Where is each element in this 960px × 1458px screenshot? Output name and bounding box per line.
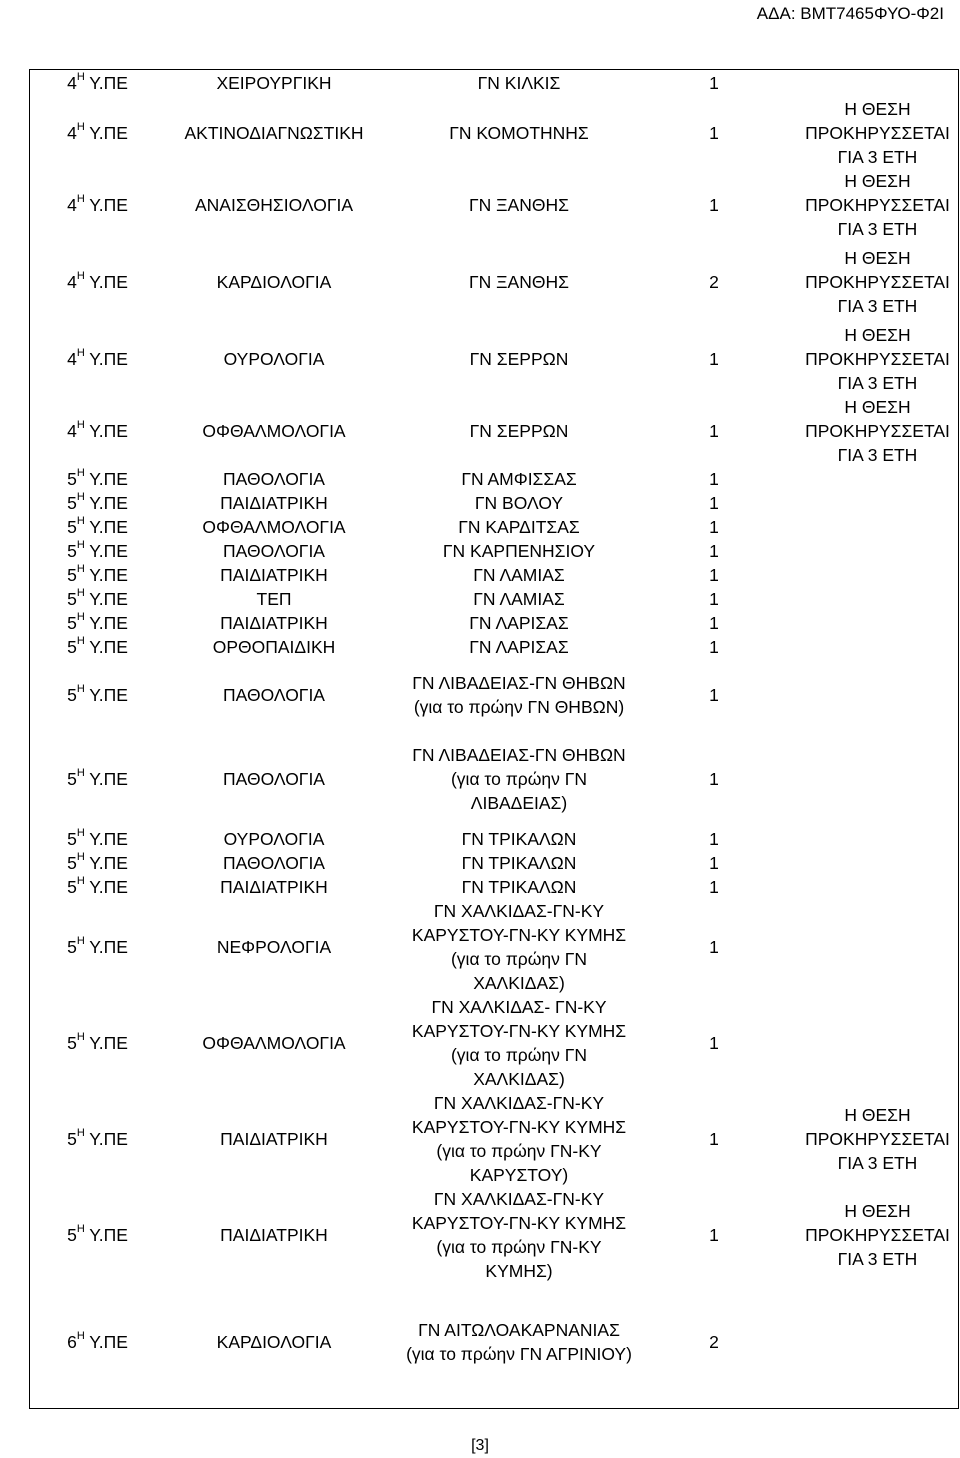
region-label: Υ.ΠΕ <box>84 637 128 657</box>
table-row <box>29 587 960 611</box>
positions-count-cell: 1 <box>709 565 719 585</box>
hospital-cell: ΓΝ ΣΕΡΡΩΝ <box>469 421 569 441</box>
region-label: Υ.ΠΕ <box>84 421 128 441</box>
specialty-cell: ΟΦΘΑΛΜΟΛΟΓΙΑ <box>202 421 346 441</box>
table-row <box>29 827 960 851</box>
region-cell <box>29 491 144 515</box>
note-cell: Η ΘΕΣΗ ΠΡΟΚΗΡΥΣΣΕΤΑΙ ΓΙΑ 3 ΕΤΗ <box>805 397 950 465</box>
hospital-cell: ΓΝ ΞΑΝΘΗΣ <box>469 272 569 292</box>
region-label: Υ.ΠΕ <box>84 493 128 513</box>
region-cell <box>29 1283 144 1401</box>
region-ordinal-suffix: Η <box>76 683 85 696</box>
region-label: Υ.ΠΕ <box>84 195 128 215</box>
positions-count-cell: 1 <box>709 937 719 957</box>
specialty-cell: ΟΥΡΟΛΟΓΙΑ <box>223 349 325 369</box>
table-row <box>29 515 960 539</box>
region-label: Υ.ΠΕ <box>84 272 128 292</box>
region-number: 5 <box>67 937 77 957</box>
note-cell <box>794 539 960 563</box>
note-cell <box>794 515 960 539</box>
hospital-cell: ΓΝ ΤΡΙΚΑΛΩΝ <box>461 877 577 897</box>
region-label: Υ.ΠΕ <box>84 685 128 705</box>
region-ordinal-suffix: Η <box>76 491 85 504</box>
specialty-cell: ΑΚΤΙΝΟΔΙΑΓΝΩΣΤΙΚΗ <box>184 123 364 143</box>
hospital-cell: ΓΝ ΑΜΦΙΣΣΑΣ <box>461 469 577 489</box>
table-row <box>29 635 960 659</box>
hospital-cell: ΓΝ ΒΟΛΟΥ <box>474 493 564 513</box>
region-ordinal-suffix: Η <box>76 851 85 864</box>
note-cell: Η ΘΕΣΗ ΠΡΟΚΗΡΥΣΣΕΤΑΙ ΓΙΑ 3 ΕΤΗ <box>805 248 950 316</box>
region-ordinal-suffix: Η <box>76 121 85 134</box>
region-ordinal-suffix: Η <box>76 1330 85 1343</box>
region-number: 5 <box>67 1033 77 1053</box>
specialty-cell: ΚΑΡΔΙΟΛΟΓΙΑ <box>216 1332 332 1352</box>
region-ordinal-suffix: Η <box>76 563 85 576</box>
table-row <box>29 539 960 563</box>
hospital-cell: ΓΝ ΚΑΡΔΙΤΣΑΣ <box>458 517 580 537</box>
region-number: 4 <box>67 272 77 292</box>
specialty-cell: ΧΕΙΡΟΥΡΓΙΚΗ <box>216 73 332 93</box>
hospital-cell: ΓΝ ΤΡΙΚΑΛΩΝ <box>461 853 577 873</box>
positions-count-cell: 1 <box>709 769 719 789</box>
specialty-cell: ΠΑΘΟΛΟΓΙΑ <box>223 469 325 489</box>
region-cell <box>29 731 144 827</box>
hospital-cell: ΓΝ ΛΑΜΙΑΣ <box>473 565 565 585</box>
region-cell <box>29 69 144 97</box>
table-row <box>29 611 960 635</box>
region-number: 4 <box>67 73 77 93</box>
region-cell <box>29 395 144 467</box>
table-row <box>29 899 960 995</box>
hospital-cell: ΓΝ ΧΑΛΚΙΔΑΣ-ΓΝ-ΚΥ ΚΑΡΥΣΤΟΥ-ΓΝ-ΚΥ ΚΥΜΗΣ (για το πρώην ΓΝ ΧΑΛΚΙΔΑΣ) <box>411 901 627 993</box>
note-cell: Η ΘΕΣΗ ΠΡΟΚΗΡΥΣΣΕΤΑΙ ΓΙΑ 3 ΕΤΗ <box>805 1201 950 1269</box>
region-label: Υ.ΠΕ <box>84 937 128 957</box>
region-cell <box>29 1091 144 1187</box>
region-label: Υ.ΠΕ <box>84 1033 128 1053</box>
table-row <box>29 169 960 241</box>
note-cell: Η ΘΕΣΗ ΠΡΟΚΗΡΥΣΣΕΤΑΙ ΓΙΑ 3 ΕΤΗ <box>805 171 950 239</box>
positions-count-cell: 1 <box>709 123 719 143</box>
specialty-cell: ΠΑΘΟΛΟΓΙΑ <box>223 769 325 789</box>
specialty-cell: ΚΑΡΔΙΟΛΟΓΙΑ <box>216 272 332 292</box>
note-cell <box>794 731 960 827</box>
region-label: Υ.ΠΕ <box>84 1129 128 1149</box>
table-row <box>29 659 960 731</box>
specialty-cell: ΝΕΦΡΟΛΟΓΙΑ <box>216 937 332 957</box>
positions-count-cell: 1 <box>709 829 719 849</box>
table-row <box>29 241 960 323</box>
table-row <box>29 1283 960 1401</box>
table-row <box>29 395 960 467</box>
region-number: 5 <box>67 877 77 897</box>
region-cell <box>29 563 144 587</box>
region-number: 5 <box>67 769 77 789</box>
specialty-cell: ΟΦΘΑΛΜΟΛΟΓΙΑ <box>202 1033 346 1053</box>
positions-count-cell: 1 <box>709 73 719 93</box>
table-row <box>29 323 960 395</box>
positions-count-cell: 1 <box>709 1129 719 1149</box>
table-row <box>29 875 960 899</box>
positions-count-cell: 1 <box>709 1225 719 1245</box>
specialty-cell: ΠΑΙΔΙΑΤΡΙΚΗ <box>220 1129 328 1149</box>
region-number: 5 <box>67 589 77 609</box>
region-label: Υ.ΠΕ <box>84 565 128 585</box>
region-number: 5 <box>67 565 77 585</box>
table-row <box>29 491 960 515</box>
specialty-cell: ΑΝΑΙΣΘΗΣΙΟΛΟΓΙΑ <box>195 195 353 215</box>
region-ordinal-suffix: Η <box>76 611 85 624</box>
note-cell <box>794 635 960 659</box>
region-ordinal-suffix: Η <box>76 1031 85 1044</box>
hospital-cell: ΓΝ ΛΑΡΙΣΑΣ <box>469 637 569 657</box>
region-number: 4 <box>67 349 77 369</box>
region-ordinal-suffix: Η <box>76 767 85 780</box>
specialty-cell: ΠΑΙΔΙΑΤΡΙΚΗ <box>220 877 328 897</box>
region-ordinal-suffix: Η <box>76 635 85 648</box>
region-label: Υ.ΠΕ <box>84 877 128 897</box>
region-number: 6 <box>67 1332 77 1352</box>
page-number: [3] <box>471 1437 489 1454</box>
region-ordinal-suffix: Η <box>76 587 85 600</box>
region-cell <box>29 659 144 731</box>
positions-count-cell: 1 <box>709 853 719 873</box>
hospital-cell: ΓΝ ΑΙΤΩΛΟΑΚΑΡΝΑΝΙΑΣ (για το πρώην ΓΝ ΑΓΡΙΝΙΟΥ) <box>406 1320 632 1364</box>
region-ordinal-suffix: Η <box>76 467 85 480</box>
specialty-cell: ΟΡΘΟΠΑΙΔΙΚΗ <box>212 637 336 657</box>
positions-count-cell: 2 <box>709 272 719 292</box>
table-row <box>29 995 960 1091</box>
region-ordinal-suffix: Η <box>76 193 85 206</box>
region-label: Υ.ΠΕ <box>84 613 128 633</box>
positions-count-cell: 1 <box>709 541 719 561</box>
hospital-cell: ΓΝ ΚΙΛΚΙΣ <box>477 73 561 93</box>
region-ordinal-suffix: Η <box>76 539 85 552</box>
specialty-cell: ΠΑΘΟΛΟΓΙΑ <box>223 853 325 873</box>
region-cell <box>29 611 144 635</box>
region-number: 4 <box>67 123 77 143</box>
hospital-cell: ΓΝ ΧΑΛΚΙΔΑΣ-ΓΝ-ΚΥ ΚΑΡΥΣΤΟΥ-ΓΝ-ΚΥ ΚΥΜΗΣ (για το πρώην ΓΝ-ΚΥ ΚΥΜΗΣ) <box>411 1189 627 1281</box>
region-ordinal-suffix: Η <box>76 71 85 84</box>
specialty-cell: ΟΦΘΑΛΜΟΛΟΓΙΑ <box>202 517 346 537</box>
note-cell <box>794 491 960 515</box>
region-cell <box>29 1187 144 1283</box>
note-cell <box>794 611 960 635</box>
note-cell <box>794 827 960 851</box>
hospital-cell: ΓΝ ΧΑΛΚΙΔΑΣ-ΓΝ-ΚΥ ΚΑΡΥΣΤΟΥ-ΓΝ-ΚΥ ΚΥΜΗΣ (για το πρώην ΓΝ-ΚΥ ΚΑΡΥΣΤΟΥ) <box>411 1093 627 1185</box>
region-ordinal-suffix: Η <box>76 515 85 528</box>
region-cell <box>29 169 144 241</box>
hospital-cell: ΓΝ ΚΑΡΠΕΝΗΣΙΟΥ <box>442 541 596 561</box>
positions-count-cell: 2 <box>709 1332 719 1352</box>
specialty-cell: ΠΑΘΟΛΟΓΙΑ <box>223 685 325 705</box>
region-cell <box>29 467 144 491</box>
region-cell <box>29 995 144 1091</box>
region-label: Υ.ΠΕ <box>84 73 128 93</box>
region-cell <box>29 635 144 659</box>
hospital-cell: ΓΝ ΚΟΜΟΤΗΝΗΣ <box>449 123 589 143</box>
region-number: 5 <box>67 637 77 657</box>
region-label: Υ.ΠΕ <box>84 1332 128 1352</box>
table-row <box>29 563 960 587</box>
table-row <box>29 467 960 491</box>
note-cell <box>794 587 960 611</box>
hospital-cell: ΓΝ ΧΑΛΚΙΔΑΣ- ΓΝ-ΚΥ ΚΑΡΥΣΤΟΥ-ΓΝ-ΚΥ ΚΥΜΗΣ (για το πρώην ΓΝ ΧΑΛΚΙΔΑΣ) <box>411 997 627 1089</box>
specialty-cell: ΤΕΠ <box>256 589 292 609</box>
region-number: 5 <box>67 853 77 873</box>
positions-table <box>29 69 960 1401</box>
positions-count-cell: 1 <box>709 195 719 215</box>
positions-count-cell: 1 <box>709 877 719 897</box>
table-row <box>29 97 960 169</box>
region-label: Υ.ΠΕ <box>84 1225 128 1245</box>
region-cell <box>29 97 144 169</box>
region-label: Υ.ΠΕ <box>84 589 128 609</box>
note-cell <box>794 1283 960 1401</box>
region-cell <box>29 827 144 851</box>
note-cell: Η ΘΕΣΗ ΠΡΟΚΗΡΥΣΣΕΤΑΙ ΓΙΑ 3 ΕΤΗ <box>805 99 950 167</box>
region-ordinal-suffix: Η <box>76 1223 85 1236</box>
region-label: Υ.ΠΕ <box>84 517 128 537</box>
region-label: Υ.ΠΕ <box>84 349 128 369</box>
table-row <box>29 731 960 827</box>
note-cell <box>794 899 960 995</box>
positions-count-cell: 1 <box>709 685 719 705</box>
region-label: Υ.ΠΕ <box>84 469 128 489</box>
specialty-cell: ΠΑΙΔΙΑΤΡΙΚΗ <box>220 1225 328 1245</box>
region-label: Υ.ΠΕ <box>84 541 128 561</box>
hospital-cell: ΓΝ ΣΕΡΡΩΝ <box>469 349 569 369</box>
hospital-cell: ΓΝ ΞΑΝΘΗΣ <box>469 195 569 215</box>
note-cell <box>794 851 960 875</box>
region-label: Υ.ΠΕ <box>84 123 128 143</box>
hospital-cell: ΓΝ ΛΑΡΙΣΑΣ <box>469 613 569 633</box>
region-number: 5 <box>67 1225 77 1245</box>
positions-count-cell: 1 <box>709 469 719 489</box>
hospital-cell: ΓΝ ΛΙΒΑΔΕΙΑΣ-ΓΝ ΘΗΒΩΝ (για το πρώην ΓΝ ΛΙΒΑΔΕΙΑΣ) <box>412 745 626 813</box>
region-label: Υ.ΠΕ <box>84 829 128 849</box>
specialty-cell: ΠΑΙΔΙΑΤΡΙΚΗ <box>220 613 328 633</box>
region-cell <box>29 323 144 395</box>
note-cell <box>794 995 960 1091</box>
region-number: 5 <box>67 541 77 561</box>
region-label: Υ.ΠΕ <box>84 853 128 873</box>
positions-count-cell: 1 <box>709 493 719 513</box>
specialty-cell: ΟΥΡΟΛΟΓΙΑ <box>223 829 325 849</box>
region-number: 5 <box>67 469 77 489</box>
positions-count-cell: 1 <box>709 637 719 657</box>
note-cell <box>794 69 960 97</box>
region-number: 5 <box>67 517 77 537</box>
note-cell <box>794 875 960 899</box>
region-number: 5 <box>67 685 77 705</box>
note-cell: Η ΘΕΣΗ ΠΡΟΚΗΡΥΣΣΕΤΑΙ ΓΙΑ 3 ΕΤΗ <box>805 1105 950 1173</box>
region-number: 5 <box>67 829 77 849</box>
positions-table-body <box>29 69 960 1401</box>
specialty-cell: ΠΑΙΔΙΑΤΡΙΚΗ <box>220 493 328 513</box>
note-cell <box>794 659 960 731</box>
hospital-cell: ΓΝ ΛΙΒΑΔΕΙΑΣ-ΓΝ ΘΗΒΩΝ (για το πρώην ΓΝ ΘΗΒΩΝ) <box>412 673 626 717</box>
table-row <box>29 851 960 875</box>
region-ordinal-suffix: Η <box>76 875 85 888</box>
region-cell <box>29 241 144 323</box>
region-ordinal-suffix: Η <box>76 270 85 283</box>
region-number: 4 <box>67 421 77 441</box>
region-ordinal-suffix: Η <box>76 419 85 432</box>
region-number: 5 <box>67 613 77 633</box>
positions-count-cell: 1 <box>709 613 719 633</box>
hospital-cell: ΓΝ ΛΑΜΙΑΣ <box>473 589 565 609</box>
region-cell <box>29 515 144 539</box>
region-cell <box>29 851 144 875</box>
region-ordinal-suffix: Η <box>76 1127 85 1140</box>
region-label: Υ.ΠΕ <box>84 769 128 789</box>
table-row <box>29 69 960 97</box>
note-cell <box>794 563 960 587</box>
positions-count-cell: 1 <box>709 349 719 369</box>
positions-count-cell: 1 <box>709 421 719 441</box>
region-number: 5 <box>67 493 77 513</box>
region-ordinal-suffix: Η <box>76 347 85 360</box>
note-cell <box>794 467 960 491</box>
region-number: 5 <box>67 1129 77 1149</box>
region-cell <box>29 539 144 563</box>
table-row <box>29 1091 960 1187</box>
specialty-cell: ΠΑΘΟΛΟΓΙΑ <box>223 541 325 561</box>
positions-count-cell: 1 <box>709 589 719 609</box>
specialty-cell: ΠΑΙΔΙΑΤΡΙΚΗ <box>220 565 328 585</box>
region-ordinal-suffix: Η <box>76 935 85 948</box>
region-number: 4 <box>67 195 77 215</box>
positions-count-cell: 1 <box>709 517 719 537</box>
ada-code: ΑΔΑ: ΒΜΤ7465ΦΥΟ-Φ2Ι <box>756 4 944 23</box>
hospital-cell: ΓΝ ΤΡΙΚΑΛΩΝ <box>461 829 577 849</box>
region-cell <box>29 899 144 995</box>
positions-count-cell: 1 <box>709 1033 719 1053</box>
table-row <box>29 1187 960 1283</box>
note-cell: Η ΘΕΣΗ ΠΡΟΚΗΡΥΣΣΕΤΑΙ ΓΙΑ 3 ΕΤΗ <box>805 325 950 393</box>
region-ordinal-suffix: Η <box>76 827 85 840</box>
region-cell <box>29 587 144 611</box>
region-cell <box>29 875 144 899</box>
